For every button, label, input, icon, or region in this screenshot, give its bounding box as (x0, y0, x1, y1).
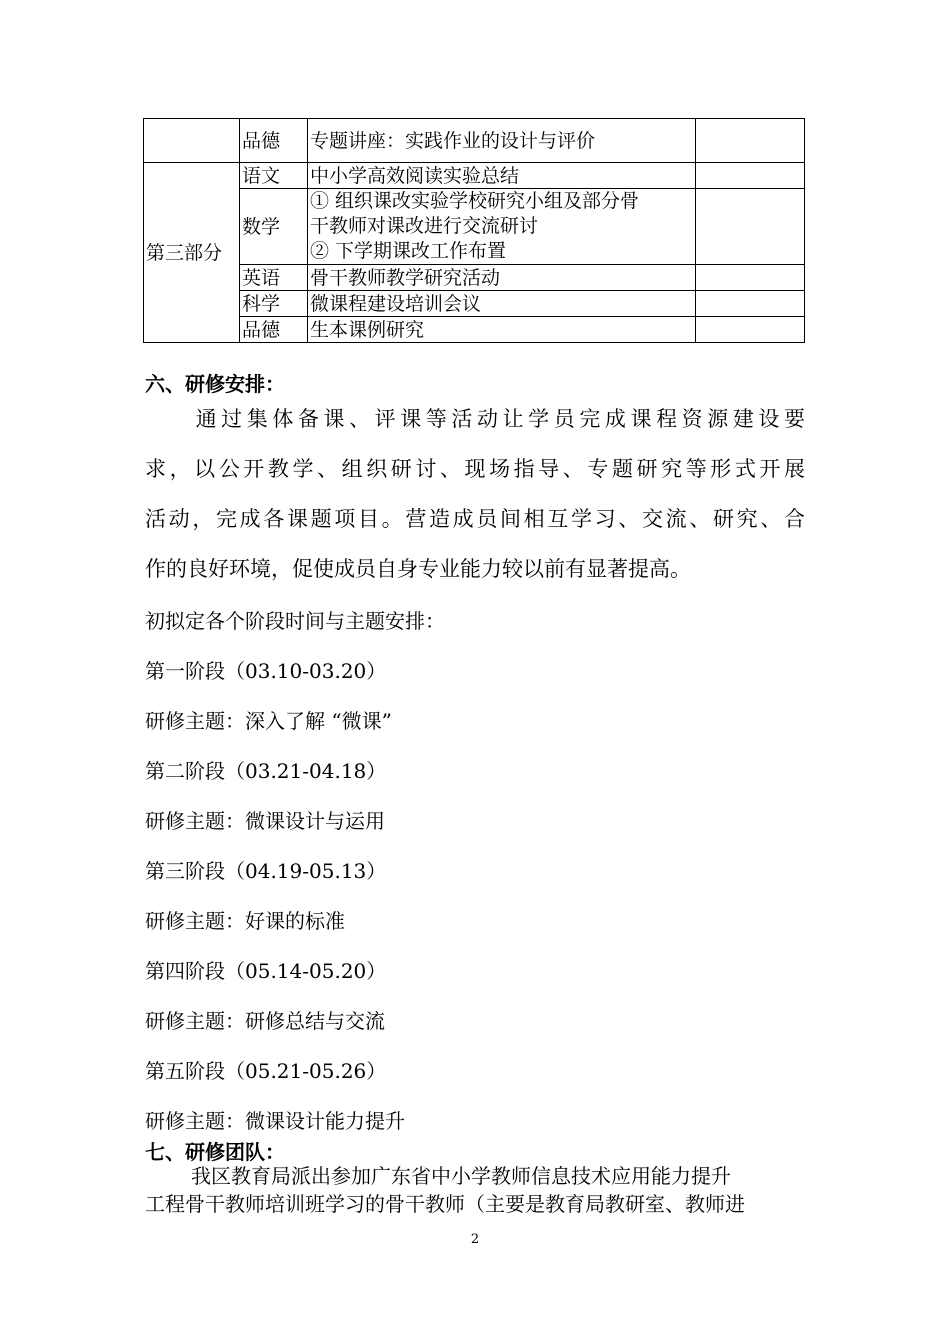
stage-line: 第一阶段（03.10-03.20） (145, 659, 387, 683)
subject-cell: 数学 (240, 189, 308, 265)
content-line: ① 组织课改实验学校研究小组及部分骨 (310, 190, 640, 212)
note-cell (696, 163, 805, 189)
table-row (144, 317, 805, 343)
note-cell (696, 189, 805, 265)
table-row (144, 119, 805, 163)
content-cell: 微课程建设培训会议 (308, 291, 696, 317)
table-row (144, 189, 805, 265)
section-cell (144, 119, 240, 163)
content-cell: 骨干教师教学研究活动 (308, 265, 696, 291)
stage-line: 第二阶段（03.21-04.18） (145, 759, 387, 783)
schedule-table (143, 118, 805, 343)
note-cell (696, 119, 805, 163)
content-line: ② 下学期课改工作布置 (310, 240, 507, 262)
stage-line: 第四阶段（05.14-05.20） (145, 959, 387, 983)
content-cell: 生本课例研究 (308, 317, 696, 343)
table-row (144, 265, 805, 291)
note-cell (696, 291, 805, 317)
subject-cell: 英语 (240, 265, 308, 291)
paragraph-line: 工程骨干教师培训班学习的骨干教师（主要是教育局教研室、教师进 (145, 1192, 745, 1216)
section-paragraph (145, 1162, 805, 1218)
note-cell (696, 265, 805, 291)
section-heading: 七、研修团队： (145, 1140, 285, 1164)
table-row (144, 163, 805, 189)
table-row (144, 291, 805, 317)
stage-line: 第五阶段（05.21-05.26） (145, 1059, 387, 1083)
schedule-intro: 初拟定各个阶段时间与主题安排： (145, 609, 445, 633)
note-cell (696, 317, 805, 343)
topic-line: 研修主题：深入了解 “微课” (145, 709, 392, 733)
subject-cell: 品德 (240, 119, 308, 163)
content-cell: 专题讲座：实践作业的设计与评价 (308, 119, 696, 163)
topic-line: 研修主题：好课的标准 (145, 909, 345, 933)
content-line: 干教师对课改进行交流研讨 (310, 215, 539, 237)
subject-cell: 科学 (240, 291, 308, 317)
topic-line: 研修主题：微课设计与运用 (145, 809, 385, 833)
subject-cell: 品德 (240, 317, 308, 343)
paragraph-line: 作的良好环境，促使成员自身专业能力较以前有显著提高。 (145, 557, 691, 581)
page-number: 2 (470, 1232, 480, 1247)
paragraph-line: 求，以公开教学、组织研讨、现场指导、专题研究等形式开展 (145, 457, 805, 481)
stage-line: 第三阶段（04.19-05.13） (145, 859, 387, 883)
topic-line: 研修主题：微课设计能力提升 (145, 1109, 405, 1133)
section-heading: 六、研修安排： (145, 372, 285, 396)
paragraph-line: 通过集体备课、评课等活动让学员完成课程资源建设要 (191, 407, 805, 431)
section-paragraph (145, 394, 805, 594)
paragraph-line: 活动，完成各课题项目。营造成员间相互学习、交流、研究、合 (145, 507, 805, 531)
content-cell: 中小学高效阅读实验总结 (308, 163, 696, 189)
subject-cell: 语文 (240, 163, 308, 189)
section-label-cell: 第三部分 (144, 163, 240, 343)
topic-line: 研修主题：研修总结与交流 (145, 1009, 385, 1033)
content-cell (308, 189, 696, 265)
paragraph-line: 我区教育局派出参加广东省中小学教师信息技术应用能力提升 (191, 1164, 731, 1188)
